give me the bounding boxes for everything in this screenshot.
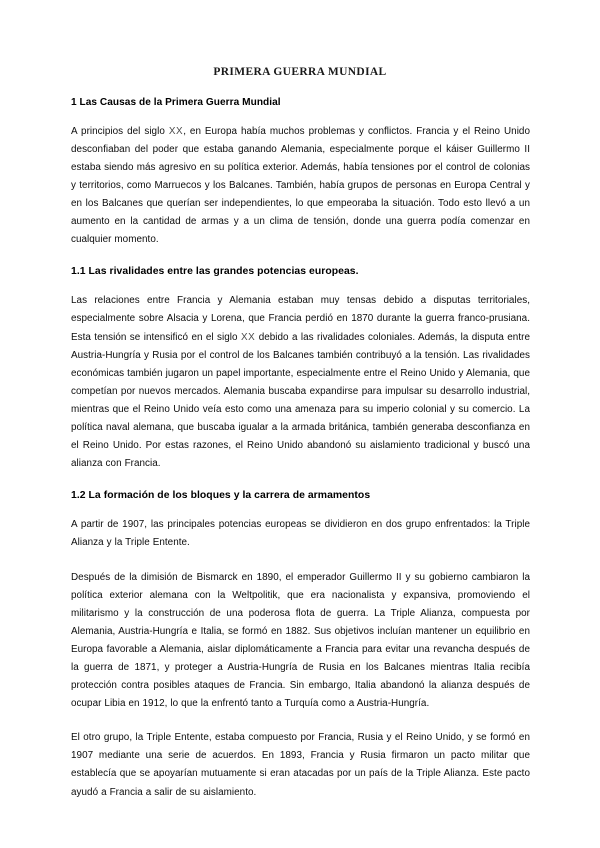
paragraph-1-1-1-lead: Las relaciones entre Francia y Alemania estaban muy tensas debido a disputas territoriales, especialmente sobre Alsacia y Lorena, que Francia perdió en 1870 durante la guerra franco-prusiana. Esta tensión se intensificó en el siglo xyxy=(71,295,530,343)
heading-section-1-2: 1.2 La formación de los bloques y la carrera de armamentos xyxy=(71,490,371,502)
heading-section-1: 1 Las Causas de la Primera Guerra Mundial xyxy=(71,97,281,108)
paragraph-1-2-3: El otro grupo, la Triple Entente, estaba compuesto por Francia, Rusia y el Reino Unido, y se formó en 1907 mediante una serie de acuerdos. En 1893, Francia y Rusia firmaron un pacto militar que establecía que se apoyarían mutuamente si eran atacadas por un país de la Triple Alianza. Este pacto ayudó a Francia a salir de su aislamiento. xyxy=(71,732,530,798)
century-mark-xx: XX xyxy=(168,125,184,137)
century-mark-xx-2: XX xyxy=(240,331,256,343)
paragraph-1-2-1: A partir de 1907, las principales potencias europeas se dividieron en dos grupo enfrentados: la Triple Alianza y la Triple Entente. xyxy=(71,519,530,549)
paragraph-1-1-rest: , en Europa había muchos problemas y conflictos. Francia y el Reino Unido desconfiaban del poder que estaba ganando Alemania, especialmente porque el káiser Guillermo II estaba siendo más agresivo en su política exterior. Además, había tensiones por el control de colonias y territorios, como Marruecos y los Balcanes. También, había grupos de personas en Europa Central y en los Balcanes que querían ser independientes, lo que empeoraba la situación. Todo esto llevó a un aumento en la cantidad de armas y a un clima de tensión, donde una guerra podía comenzar en cualquier momento. xyxy=(71,125,530,246)
paragraph-1-2-2: Después de la dimisión de Bismarck en 1890, el emperador Guillermo II y su gobierno cambiaron la política exterior alemana con la Weltpolitik, que era nacionalista y expansiva, promoviendo el militarismo y la construcción de una poderosa flota de guerra. La Triple Alianza, compuesta por Alemania, Austria-Hungría e Italia, se formó en 1882. Sus objetivos incluían mantener un equilibrio en Europa favorable a Alemania, aislar diplomáticamente a Francia para evitar una revancha después de la guerra de 1871, y proteger a Austria-Hungría de Rusia en los Balcanes mientras Italia recibía protección contra posibles ataques de Francia. Sin embargo, Italia abandonó la alianza después de ocupar Libia en 1912, lo que la enfrentó tanto a Turquía como a Austria-Hungría. xyxy=(71,571,530,710)
paragraph-1-1 xyxy=(71,123,530,250)
paragraph-1-1-1-rest: debido a las rivalidades coloniales. Además, la disputa entre Austria-Hungría y Rusia por el control de los Balcanes también contribuyó a la tensión. Las rivalidades económicas también jugaron un papel importante, especialmente entre el Reino Unido y Alemania, que competían por nuevos mercados. Alemania buscaba expandirse para impulsar su desarrollo industrial, mientras que el Reino Unido veía esto como una amenaza para su imperio colonial y su comercio. La política naval alemana, que buscaba igualar a la armada británica, también generaba desconfianza en el Reino Unido. Por estas razones, el Reino Unido abandonó su aislamiento tradicional y buscó una alianza con Francia. xyxy=(71,331,530,470)
paragraph-1-1-lead: A principios del siglo xyxy=(71,125,169,137)
document-title: PRIMERA GUERRA MUNDIAL xyxy=(213,66,387,78)
paragraph-1-1-1 xyxy=(71,292,530,473)
heading-section-1-1: 1.1 Las rivalidades entre las grandes potencias europeas. xyxy=(71,266,359,278)
document-body xyxy=(71,96,530,802)
